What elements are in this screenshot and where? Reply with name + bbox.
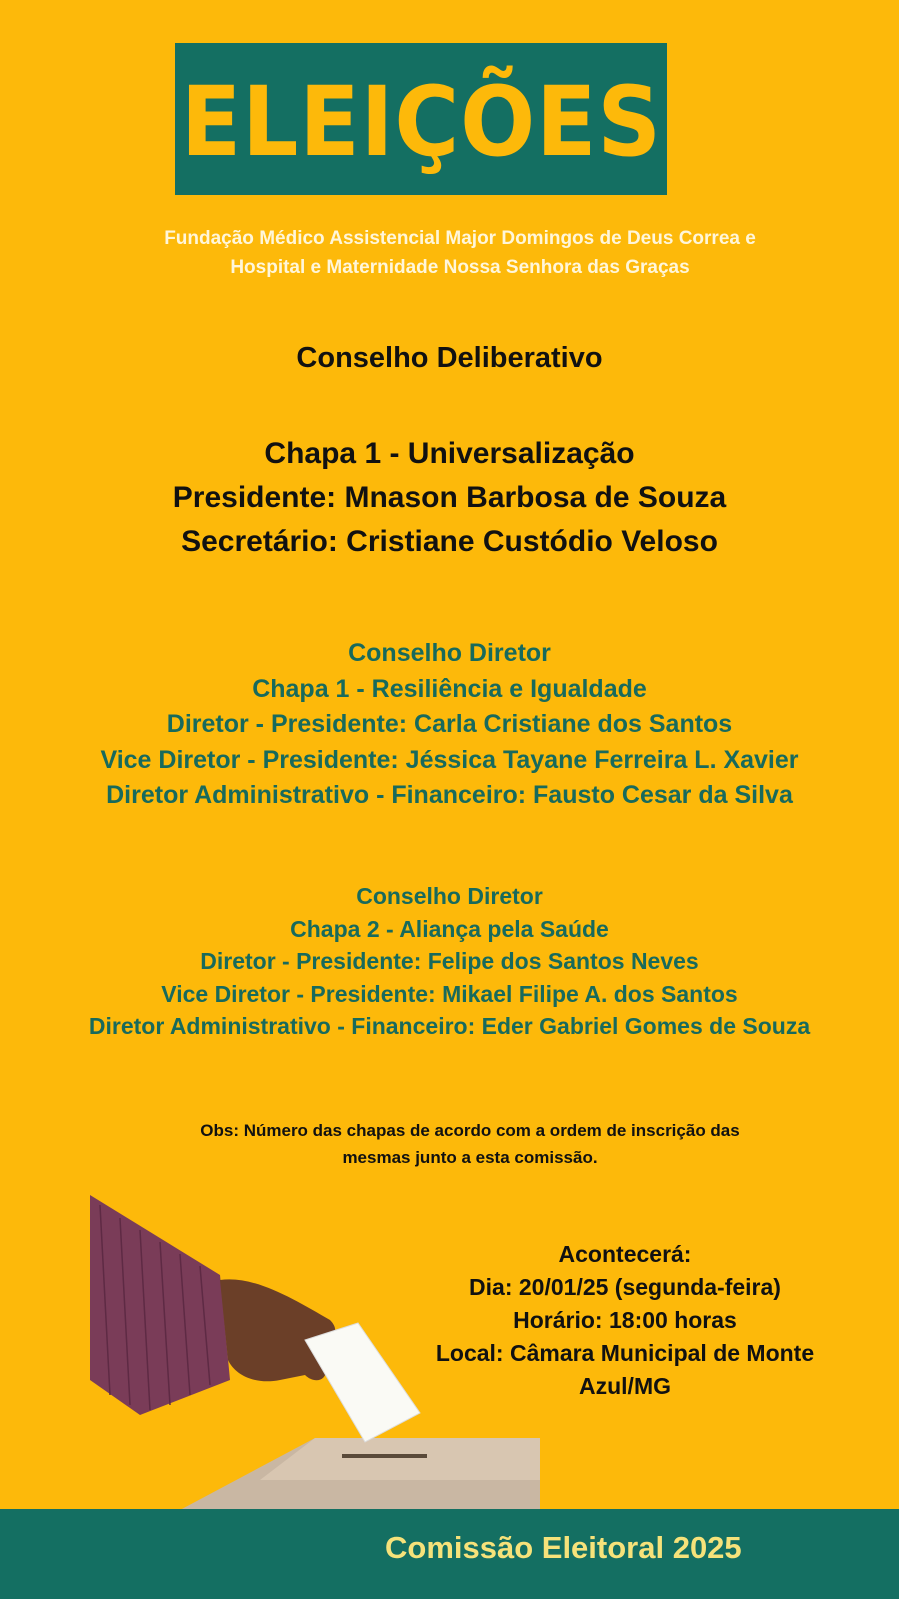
- event-location: Local: Câmara Municipal de Monte: [435, 1340, 815, 1366]
- organization-name: [100, 224, 820, 282]
- slate-name: Chapa 2 - Aliança pela Saúde: [290, 915, 609, 942]
- organization-line: Hospital e Maternidade Nossa Senhora das Graças: [230, 257, 690, 278]
- slate-vice-director: Vice Diretor - Presidente: Jéssica Tayane Ferreira L. Xavier: [100, 745, 799, 774]
- footer-text: Comissão Eleitoral 2025: [385, 1530, 742, 1565]
- slate-admin-director: Diretor Administrativo - Financeiro: Fausto Cesar da Silva: [106, 781, 793, 809]
- section-title: Conselho Diretor: [356, 883, 543, 909]
- slate-vice-director: Vice Diretor - Presidente: Mikael Filipe A. dos Santos: [161, 980, 738, 1007]
- title-banner: [175, 43, 667, 195]
- slate-name: Chapa 1 - Universalização: [264, 437, 635, 470]
- conselho-deliberativo-slate: [0, 432, 899, 564]
- slate-name: Chapa 1 - Resiliência e Igualdade: [252, 674, 647, 703]
- slate-secretary: Secretário: Cristiane Custódio Veloso: [181, 525, 718, 558]
- slate-director-president: Diretor - Presidente: Felipe dos Santos Neves: [200, 948, 699, 974]
- event-date: Dia: 20/01/25 (segunda-feira): [469, 1274, 781, 1300]
- event-heading: Acontecerá:: [558, 1241, 692, 1267]
- note-line: Obs: Número das chapas de acordo com a ordem de inscrição das: [200, 1121, 740, 1140]
- conselho-deliberativo-title: Conselho Deliberativo: [296, 342, 603, 374]
- slate-president: Presidente: Mnason Barbosa de Souza: [172, 481, 727, 514]
- slate-director-president: Diretor - Presidente: Carla Cristiane dos Santos: [166, 710, 733, 738]
- conselho-diretor-chapa-2: [0, 880, 899, 1043]
- conselho-diretor-chapa-1: [0, 636, 899, 814]
- observation-note: [130, 1117, 810, 1171]
- note-line: mesmas junto a esta comissão.: [342, 1148, 598, 1167]
- section-title: Conselho Diretor: [348, 639, 551, 667]
- event-time: Horário: 18:00 horas: [513, 1307, 737, 1333]
- event-location-cont: Azul/MG: [579, 1373, 671, 1399]
- slate-admin-director: Diretor Administrativo - Financeiro: Eder Gabriel Gomes de Souza: [88, 1013, 811, 1039]
- event-details: [405, 1238, 845, 1403]
- page-title: ELEIÇÕES: [180, 66, 662, 178]
- organization-line: Fundação Médico Assistencial Major Domingos de Deus Correa e: [164, 228, 756, 249]
